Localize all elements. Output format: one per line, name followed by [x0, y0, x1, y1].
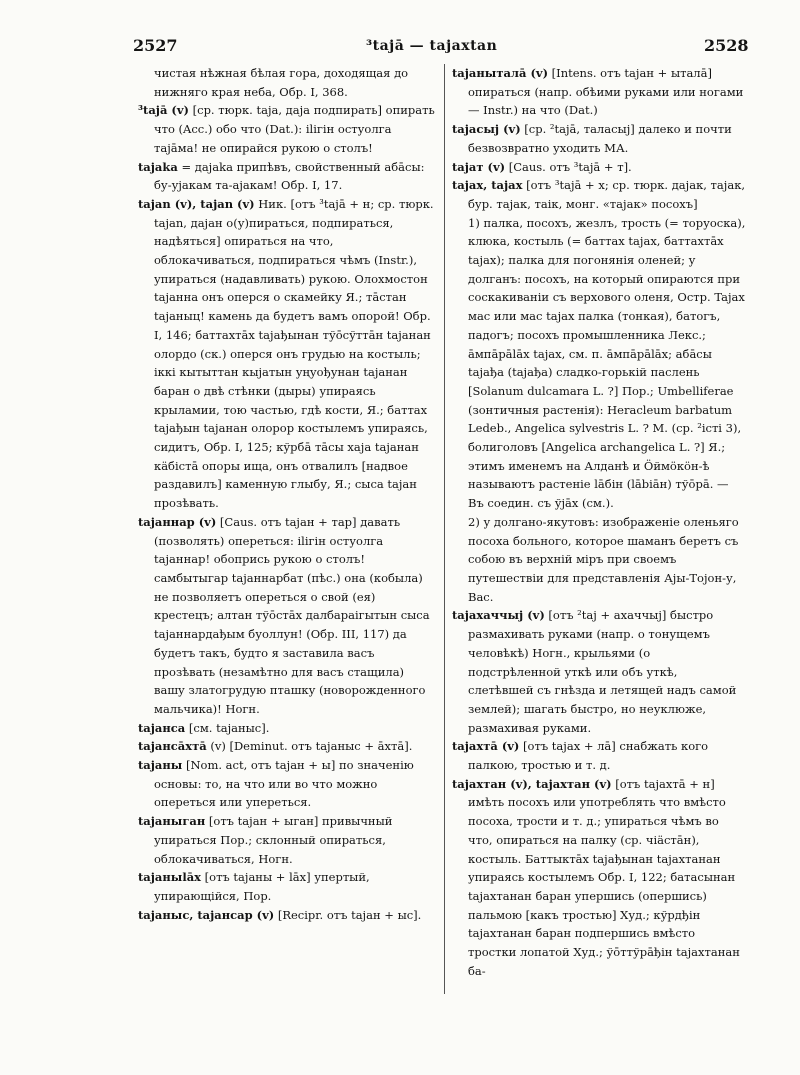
dictionary-entry — [138, 513, 436, 719]
entry-text: [Recipr. отъ tajан + ыс]. — [274, 907, 422, 922]
continued-text: чистая нѣжная бѣлая гора, доходящая до нижняго края неба, Обр. I, 368. — [154, 66, 409, 99]
entry-text: (v) [Deminut. отъ tajаныс + āхтā]. — [206, 739, 413, 754]
entry-headword: ³tajā (v) — [138, 103, 189, 118]
entry-headword: tajанса — [138, 720, 186, 735]
dictionary-entry — [138, 906, 436, 925]
dictionary-entry — [452, 606, 746, 737]
column-divider — [444, 64, 445, 994]
entry-headword: tajan (v), tajan (v) — [138, 196, 255, 211]
entry-text: [отъ ³tajā + х; ср. тюрк. даjак, таjак, бур. таjак, таiк, монг. «таjак» посохъ] — [468, 178, 746, 211]
entry-headword: tajаныс, tajансар (v) — [138, 907, 275, 922]
dictionary-entry — [138, 868, 436, 905]
dictionary-entry — [138, 158, 436, 195]
entry-text: [Caus. отъ ³tajā + т]. — [505, 159, 632, 174]
entry-headword: tajаныlāх — [138, 870, 201, 885]
entry-text: Ник. [отъ ³tajā + н; ср. тюрк. tajan, даjан о(у)пираться, подпираться, надѣяться] опираться на что, облокачиваться, подпираться чѣмъ (Instr.), упираться (надавливать) рукою. Олохмостон tajанна онъ оперся о скамейку Я.; тāстан tajаныц! камень да будетъ вамъ опорой! Обр. I, 146; баттахтāх tajaђынан тўōсўттāн tajанан олордо (ск.) оперся онъ грудью на костыль; iккi кытыттан кыjатын уңуођунан tajанан баран о двѣ стѣнки (дыры) упираясь крыламии, тою частью, гдѣ кости, Я.; баттах tajaђын tajанан олорор костылемъ упираясь, сидитъ, Обр. I, 125; кўрбā тāсы хаjа tajанан кäбiстā опоры ища, онъ отвалилъ [надвое раздавилъ] каменную глыбу, Я.; сыса tajан прозѣвать. — [154, 196, 434, 511]
entry-text: [Nom. act, отъ tajан + ы] по значенію основы: то, на что или во что можно опереться или упереться. — [154, 758, 414, 810]
dictionary-entry — [138, 719, 436, 738]
dictionary-entry — [138, 737, 436, 756]
entry-text: [ср. ²tajā, таласыj] далеко и почти безвозвратно уходить МА. — [468, 122, 732, 155]
entry-headword: tajaсыj (v) — [452, 122, 521, 137]
dictionary-entry — [452, 120, 746, 157]
left-column — [138, 64, 436, 1064]
page-header — [0, 30, 800, 60]
entry-headword: tajах, tajах — [452, 178, 523, 193]
entry-headword: tajaka — [138, 159, 178, 174]
entry-headword: tajат (v) — [452, 159, 506, 174]
dictionary-entry — [452, 176, 746, 213]
entry-text: [отъ tajаны + lāх] упертый, упирающійся, Пор. — [154, 870, 370, 903]
dictionary-entry — [452, 737, 746, 774]
entry-headword: tajаныган — [138, 814, 206, 829]
entry-headword: tajаннар (v) — [138, 514, 217, 529]
page-number-left: 2527 — [133, 36, 178, 55]
entry-text: [см. tajаныс]. — [185, 720, 270, 735]
dictionary-entry — [138, 195, 436, 513]
entry-headword: tajаны — [138, 758, 183, 773]
entry-text: [отъ tajан + ыган] привычный упираться Пор.; склонный опираться, облокачиваться, Ногн. — [154, 814, 393, 866]
right-column — [452, 64, 746, 1064]
dictionary-entry — [452, 158, 746, 177]
entry-headword: tajахаччыj (v) — [452, 608, 545, 623]
entry-text: [отъ tajах + лā] снабжать кого палкою, тростью и т. д. — [468, 739, 709, 773]
entry-text: = дajaka припѣвъ, свойственный абāсы: бу-уjакам та-аjакам! Обр. I, 17. — [154, 159, 425, 193]
entry-headword: tajансāхтā — [138, 739, 207, 754]
sense-paragraph: 1) палка, посохъ, жезлъ, трость (= торуоска), клюка, костыль (= баттах tajах, баттахтāх tajах); палка для погонянія оленей; у долганъ: посохъ, на который опираются при соскакиваніи съ верхового оленя, Остр. Tajах мас или мас tajах палка (тонкая), батогъ, падогъ; посохъ промышленника Лекс.; āмпāрālāх tajах, см. п. āмпāрālāх; абāсы tajађа (tajађа) сладко-горькій паслень [Solanum dulcamara L. ?] Пор.; Umbelliferae (зонтичныя растенія): Heracleum barbatum Ledeb., Angelica sylvestris L. ? М. (ср. ²iстi 3), болиголовъ [Angelica archangelica L. ?] Я.; этимъ именемъ на Алданѣ и Öймöкöн-ѣ называютъ растеніе lāбiн (lābiāн) тўōрā. — Въ соедин. съ ўjāх (см.). — [468, 215, 746, 511]
entry-text: [Caus. отъ tajан + тар] давать (позволять) опереться: iliгiн остуолга tajаннар! обопрись рукою о столъ! самбытыгар tajаннарбат (пѣс.) она (кобыла) не позволяетъ опереться о свой (ея) крестецъ; алтан тўōстāх далбараiгытын сыса tajаннардађым буоллун! (Обр. III, 117) да будетъ такъ, будто я заставила васъ прозѣвать (незамѣтно для васъ стащила) вашу златогрудую пташку (новорожденного мальчика)! Ногн. — [154, 514, 430, 716]
dictionary-entry — [138, 101, 436, 157]
entry-headword: tajахтā (v) — [452, 739, 520, 754]
dictionary-entry — [452, 64, 746, 120]
entry-text: [отъ ²taj + ахаччыj] быстро размахивать руками (напр. о тонущемъ человѣкѣ) Ногн., крыльями (о подстрѣленной уткѣ или объ уткѣ, слетѣвшей съ гнѣзда и летящей надъ самой землей); шагать быстро, но неуклюже, размахивая руками. — [468, 608, 737, 735]
page-number-right: 2528 — [704, 36, 749, 55]
entry-headword: tajахтан (v), tajахтан (v) — [452, 776, 612, 791]
entry-text: [отъ tajахтā + н] имѣть посохъ или употреблять что вмѣсто посоха, трости и т. д.; упираться чѣмъ во что, опираться на палку (ср. чiäстāн), костыль. Баттыктāх tajађынан tajахтанан упираясь костылемъ Обр. I, 122; батасынан tajахтанан баран упершись (опершись) пальмою [какъ тростью] Худ.; кўрдђiн tajахтанан баран подпершись вмѣсто тростки лопатой Худ.; ўōттўрāђiн tajахтанан ба- — [468, 776, 740, 978]
entry-headword: tajаныталā (v) — [452, 66, 549, 80]
dictionary-entry — [138, 812, 436, 868]
dictionary-entry — [138, 756, 436, 812]
running-title: ³tajā — tajaxtan — [366, 38, 498, 54]
entry-text: [ср. тюрк. taja, даjа подпирать] опирать что (Acc.) обо что (Dat.): iliгiн остуолга тajāма! не опирайся рукою о столъ! — [154, 103, 435, 155]
dictionary-entry — [452, 775, 746, 981]
sense-paragraph: 2) у долгано-якутовъ: изображеніе оленьяго посоха больного, которое шаманъ беретъ съ собою въ верхній міръ при своемъ путешествіи для представленія Аjы-Тоjон-у, Вас. — [468, 514, 739, 604]
entry-text: [Intens. отъ tajан + ыталā] опираться (напр. обѣими руками или ногами — Instr.) на что (Dat.) — [468, 66, 744, 118]
